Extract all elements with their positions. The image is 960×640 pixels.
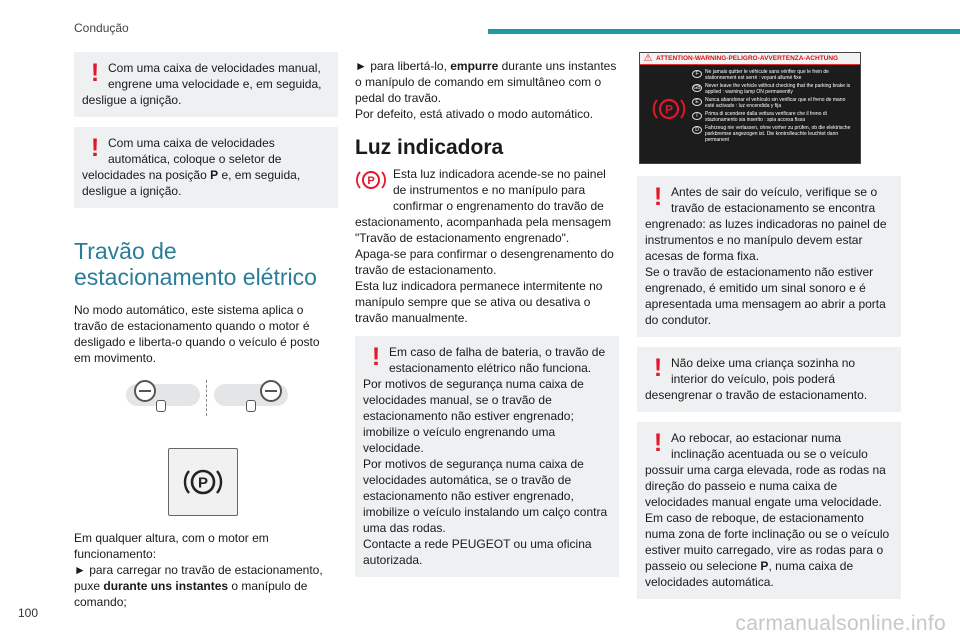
control-lever-illustration xyxy=(74,380,338,424)
indicator-paragraph: P Esta luz indicadora acende-se no painel de instrumentos e no manípulo para confirmar o engrenamento do travão de estacionamento, acompanhada pela mensagem "Travão de estacionamento engrenado". xyxy=(355,167,612,245)
column-1 xyxy=(74,52,338,610)
warning-box-automatic xyxy=(74,127,338,208)
label-parking-brake-icon xyxy=(652,93,686,130)
parking-brake-indicator-icon xyxy=(355,166,387,199)
warning-triangle-icon: ⚠ xyxy=(643,53,653,64)
label-line: D Fahrzeug nie verlassen, ohne vorher zu prüfen, ob die elektrische parkbremse angezogen ist. Die kontrolleuchte leuchtet dann permanent xyxy=(692,125,856,143)
warning-box-child: ! Não deixe uma criança sozinha no interior do veículo, pois poderá desengrenar o travão de estacionamento. xyxy=(637,347,901,412)
indicator-flash-text: Esta luz indicadora permanece intermitente no manípulo sempre que se ativa ou desativa o travão manualmente. xyxy=(355,279,603,325)
hand-icon xyxy=(246,400,256,412)
label-line: I Prima di scendere dalla vettura verificare che il freno di stazionamento sia inserito : spia accesa fissa xyxy=(692,111,856,123)
warning-box-before-leaving: ! Antes de sair do veículo, verifique se o travão de estacionamento se encontra engrenado: as luzes indicadoras no painel de instrumentos e no manípulo devem estar acesas de forma fixa. Se o travão de estacionamento não estiver engrenado, é emitido um sinal sonoro e é apresentada uma mensagem ao abrir a porta do condutor. xyxy=(637,176,901,337)
svg-text:P: P xyxy=(197,474,209,492)
section-title-electric-parking-brake: Travão de estacionamento elétrico xyxy=(74,238,317,290)
apply-instruction: ► para carregar no travão de estacionamento, puxe durante uns instantes o manípulo de comando; xyxy=(74,563,323,609)
section-title-indicator-light: Luz indicadora xyxy=(355,136,504,159)
page-number: 100 xyxy=(18,606,39,620)
indicator-off-text: Apaga-se para confirmar o desengrenamento do travão de estacionamento. xyxy=(355,247,614,277)
parking-brake-icon xyxy=(182,462,224,502)
warning-icon: ! xyxy=(90,134,100,162)
watermark: carmanualsonline.info xyxy=(735,612,946,635)
default-mode-text: Por defeito, está ativado o modo automático. xyxy=(355,107,594,121)
label-line: GB Never leave the vehicle without checking that the parking brake is applied : warning lamp ON permanently xyxy=(693,83,851,95)
label-line: E Nunca abandonar el vehículo sin verificar que el freno de mano esté activado : luz encendida y fija xyxy=(692,97,856,109)
warning-box-towing: ! Ao rebocar, ao estacionar numa inclinação acentuada ou se o veículo possuir uma carga elevada, rode as rodas na direção do passeio e numa caixa de velocidades manual engate uma velocidade. Em caso de reboque, de estacionamento numa zona de forte inclinação ou se o veículo estiver muito carregado, vire as rodas para o passeio ou selecione P, numa caixa de velocidades automática. xyxy=(637,422,901,599)
illustration-divider xyxy=(206,380,207,416)
parking-brake-button-illustration xyxy=(168,448,238,516)
warning-icon: ! xyxy=(90,59,100,87)
warning-box-manual xyxy=(74,52,338,117)
running-header: Condução xyxy=(74,21,129,35)
warning-text: Com uma caixa de velocidades automática, coloque o seletor de velocidades na posição P e, em seguida, desligue a ignição. xyxy=(82,136,301,198)
column-2 xyxy=(355,52,619,587)
warning-label-illustration xyxy=(639,52,861,164)
warning-icon: ! xyxy=(653,354,663,382)
svg-text:P: P xyxy=(664,102,674,117)
intro-paragraph: No modo automático, este sistema aplica o travão de estacionamento quando o motor é desligado e liberta-o quando o veículo é posto em movimento. xyxy=(74,303,320,365)
label-line: F Ne jamais quitter le véhicule sans vérifier que le frein de stationnement est serré : voyant allumé fixe xyxy=(692,69,856,81)
label-text-lines xyxy=(692,69,856,145)
warning-label-header: ⚠ ATTENTION-WARNING-PELIGRO-AVVERTENZA-ACHTUNG xyxy=(640,53,860,65)
header-accent-bar xyxy=(488,29,960,34)
warning-icon: ! xyxy=(653,183,663,211)
svg-text:P: P xyxy=(367,175,375,187)
steering-wheel-icon xyxy=(260,380,282,402)
warning-icon: ! xyxy=(371,343,381,371)
release-instruction: ► para libertá-lo, empurre durante uns instantes o manípulo de comando em simultâneo com o pedal do travão. xyxy=(355,59,617,105)
warning-box-battery: ! Em caso de falha de bateria, o travão de estacionamento elétrico não funciona. Por motivos de segurança numa caixa de velocidades manual, se o travão de estacionamento não estiver engrenado; imobilize o veículo engrenando uma velocidade. Por motivos de segurança numa caixa de velocidades automática, se o travão de estacionamento não estiver engrenado, imobilize o veículo instalando um calço contra uma das rodas. Contacte a rede PEUGEOT ou uma oficina autorizada. xyxy=(355,336,619,577)
warning-icon: ! xyxy=(653,429,663,457)
anytime-text: Em qualquer altura, com o motor em funcionamento: xyxy=(74,531,269,561)
hand-icon xyxy=(156,400,166,412)
warning-text: Com uma caixa de velocidades manual, engrene uma velocidade e, em seguida, desligue a ignição. xyxy=(82,61,322,107)
steering-wheel-icon xyxy=(134,380,156,402)
column-3 xyxy=(637,52,901,609)
